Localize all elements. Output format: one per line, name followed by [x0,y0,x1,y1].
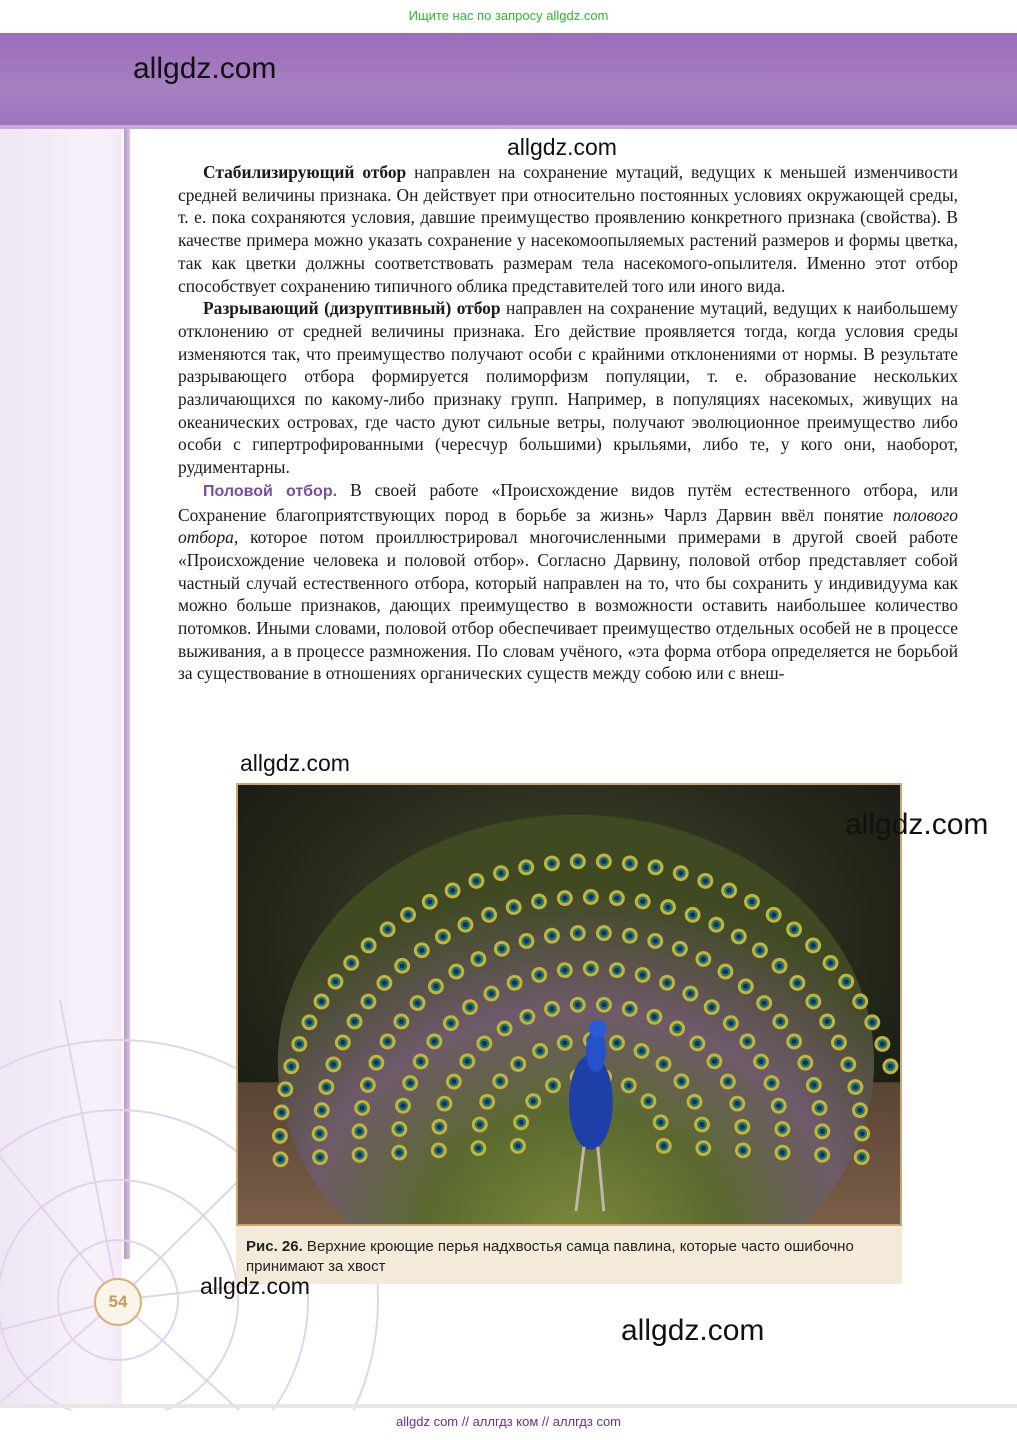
term-sexual-selection: полового отбора [178,504,958,548]
term-stabilizing: Стабилизирующий отбор [203,162,407,182]
banner-divider [0,125,1017,129]
page-number: 54 [94,1278,142,1326]
caption-text: Верхние кроющие перья надхвостья самца павлина, которые часто ошибочно принимают за хвост [246,1238,854,1275]
watermark: allgdz.com [240,750,350,776]
footer-links[interactable]: allgdz com // аллгдз ком // аллгдз com [395,1414,622,1429]
watermark: allgdz.com [621,1314,765,1347]
paragraph-disruptive [178,297,958,479]
figure-caption [236,1226,902,1284]
section-heading: Половой отбор. [203,482,338,500]
watermark: allgdz.com [200,1273,310,1299]
figure-label: Рис. 26. [246,1238,303,1255]
paragraph-text: , которое потом проиллюстрировал многочисленными примерами в другой своей работе «Происхождение человека и половой отбор». Согласно Дарвину, половой отбор представляет собой частный случай естественного отбора, который направлен на то, что бы сохранить у индивидуума как можно больше признаков, дающих преимущество в возможности оставить наибольшее количество потомков. Иными словами, половой отбор обеспечивает преимущество отдельных особей не в процессе выживания, а в процессе размножения. По словам учёного, «эта форма отбора определяется не борьбой за существование в отношениях органических существ между собою или с внеш- [178,527,958,684]
paragraph-text: В своей работе «Происхождение видов путём естественного отбора, или Сохранение благоприятствующих пород в борьбе за жизнь» Чарлз Дарвин ввёл понятие [178,479,958,525]
footer-divider [0,1404,1017,1408]
main-text [178,161,958,685]
watermark: allgdz.com [845,808,989,841]
term-disruptive: Разрывающий (дизруптивный) отбор [203,298,501,319]
peacock-photo [236,783,902,1226]
watermark: allgdz.com [133,52,277,85]
top-search-hint[interactable]: Ищите нас по запросу allgdz.com [408,8,609,23]
paragraph-text: направлен на сохранение мутаций, ведущих к меньшей изменчивости средней величины признака. Он действует при относительно постоянных условиях окружающей среды, т. е. пока сохраняются условия, давшие преимущество проявлению конкретного признака (свойства). В качестве примера можно указать сохранение у насекомоопыляемых растений размеров и формы цветка, так как цветки должны соответствовать размерам тела насекомого-опылителя. Именно этот отбор способствует сохранению типичного облика представителей того или иного вида. [178,162,958,296]
paragraph-text: направлен на сохранение мутаций, ведущих к наибольшему отклонению от средней величины признака. Его действие проявляется тогда, когда условия среды изменяются так, что преимущество получают особи с крайними отклонениями от нормы. В результате разрывающего отбора формируется полиморфизм популяции, т. е. образование нескольких различающихся по какому-либо признаку групп. Например, в популяциях насекомых, живущих на океанических островах, где часто дуют сильные ветры, получают эволюционное преимущество либо особи с гипертрофированными (чересчур большими) крыльями, либо те, у кого они, наоборот, рудиментарны. [178,298,958,478]
watermark: allgdz.com [507,134,617,160]
paragraph-stabilizing [178,161,958,297]
paragraph-sexual-selection [178,479,958,685]
